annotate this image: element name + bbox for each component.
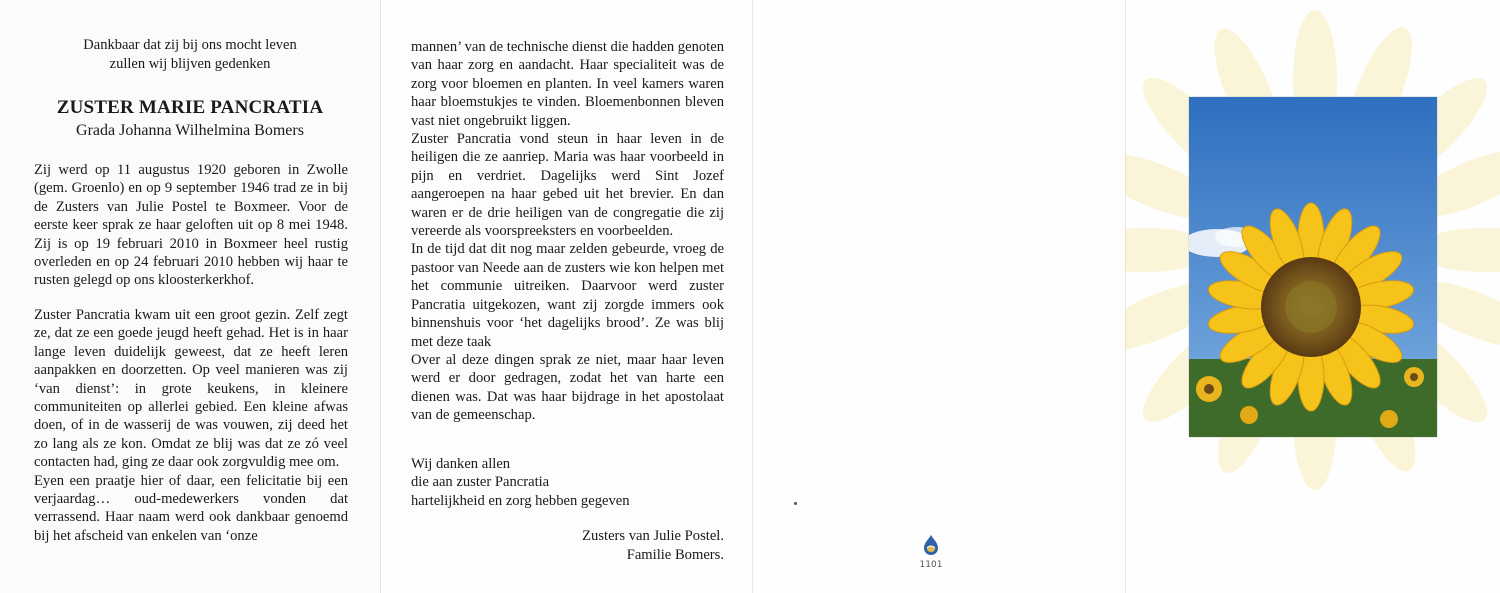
paragraph-text: In de tijd dat dit nog maar zelden gebeurde, vroeg de pastoor van Neede aan de zusters wie kon helpen met het communie uitreiken. Daarvoor werd zuster Pancratia uitgekozen, want zij zorgde immers ook binnenshuis voor ‘het dagelijks brood’. Ze was blij met deze taak [411, 241, 724, 350]
signoff-line: Familie Bomers. [626, 546, 724, 563]
fold-line [380, 0, 381, 593]
paragraph-text: Over al deze dingen sprak ze niet, maar haar leven werd er door gedragen, zodat het van harte een dienen was. Dat was haar bijdrage in het apostolaat van de gemeenschap. [411, 351, 724, 424]
paper-speck [794, 502, 797, 505]
biography-continued [411, 38, 724, 425]
signoff [524, 527, 724, 564]
biography-paragraph [34, 161, 348, 290]
publisher-logo-icon [921, 534, 941, 556]
sunflower-photo [1189, 97, 1437, 437]
paragraph-text: Zuster Pancratia kwam uit een groot gezin. Zelf zegt ze, dat ze een goede jeugd heeft gehad. Het is in haar lange leven duidelijk geweest, dat ze heeft leren aanpakken en doorzetten. Op veel manieren was zij ‘van dienst’: in grote keukens, in kleinere communiteiten op allerlei gebied. Een kleine afwas doen, of in de wasserij de was vouwen, zij deed het zo lang als ze kon. Omdat ze blij was dat ze zó veel contacten had, ging ze daar ook zorgvuldig mee om. [34, 307, 348, 471]
sunflower-icon [1189, 97, 1437, 437]
print-code: 1101 [919, 560, 943, 570]
thanks-line: Wij danken allen [411, 456, 511, 472]
thanks-line: die aan zuster Pancratia [411, 474, 550, 491]
paragraph-text: Zij werd op 11 augustus 1920 geboren in Zwolle (gem. Groenlo) en op 9 september 1946 trad ze in bij de Zusters van Julie Postel te Boxmeer. Voor de eerste keer sprak ze haar geloften uit op 8 mei 1948. Zij is op 19 februari 2010 in Boxmeer heel rustig overleden en op 24 februari 2010 hebben wij haar te rusten gelegd op ons kloosterkerkhof. [34, 162, 348, 289]
thanks-line: hartelijkheid en zorg hebben gegeven [411, 492, 630, 509]
signoff-line: Zusters van Julie Postel. [582, 528, 724, 544]
intro-line-2: zullen wij blijven gedenken [109, 56, 271, 72]
paragraph-text: Zuster Pancratia vond steun in haar leven in de heiligen die ze aanriep. Maria was haar voorbeeld in pijn en verdriet. Dagelijks werd Sint Jozef aangeroepen na haar gebed uit het brevier. En dan waren er de drie heiligen van de congregatie die zij vereerde als voorspreeksters en voorbeelden. [411, 131, 724, 240]
panel-back [752, 0, 1125, 593]
deceased-name: ZUSTER MARIE PANCRATIA [56, 97, 324, 118]
paragraph-text: Eyen een praatje hier of daar, een felicitatie bij een verjaardag… oud-medewerkers vonden dat verrassend. Haar naam werd ook dankbaar genoemd bij het afscheid van enkelen van ‘onze [34, 472, 348, 544]
memorial-intro [0, 36, 380, 74]
thanks-block [411, 455, 630, 510]
deceased-full-name: Grada Johanna Wilhelmina Bomers [76, 122, 304, 139]
biography-paragraph [34, 306, 348, 545]
paragraph-text: mannen’ van de technische dienst die hadden genoten van haar zorg en aandacht. Haar specialiteit was de zorg voor bloemen en planten. In veel kamers waren haar bloemstukjes te vinden. Bloemenbonnen bleven vast niet ongebruikt liggen. [411, 39, 724, 129]
intro-line-1: Dankbaar dat zij bij ons mocht leven [83, 37, 297, 53]
fold-line [752, 0, 753, 593]
